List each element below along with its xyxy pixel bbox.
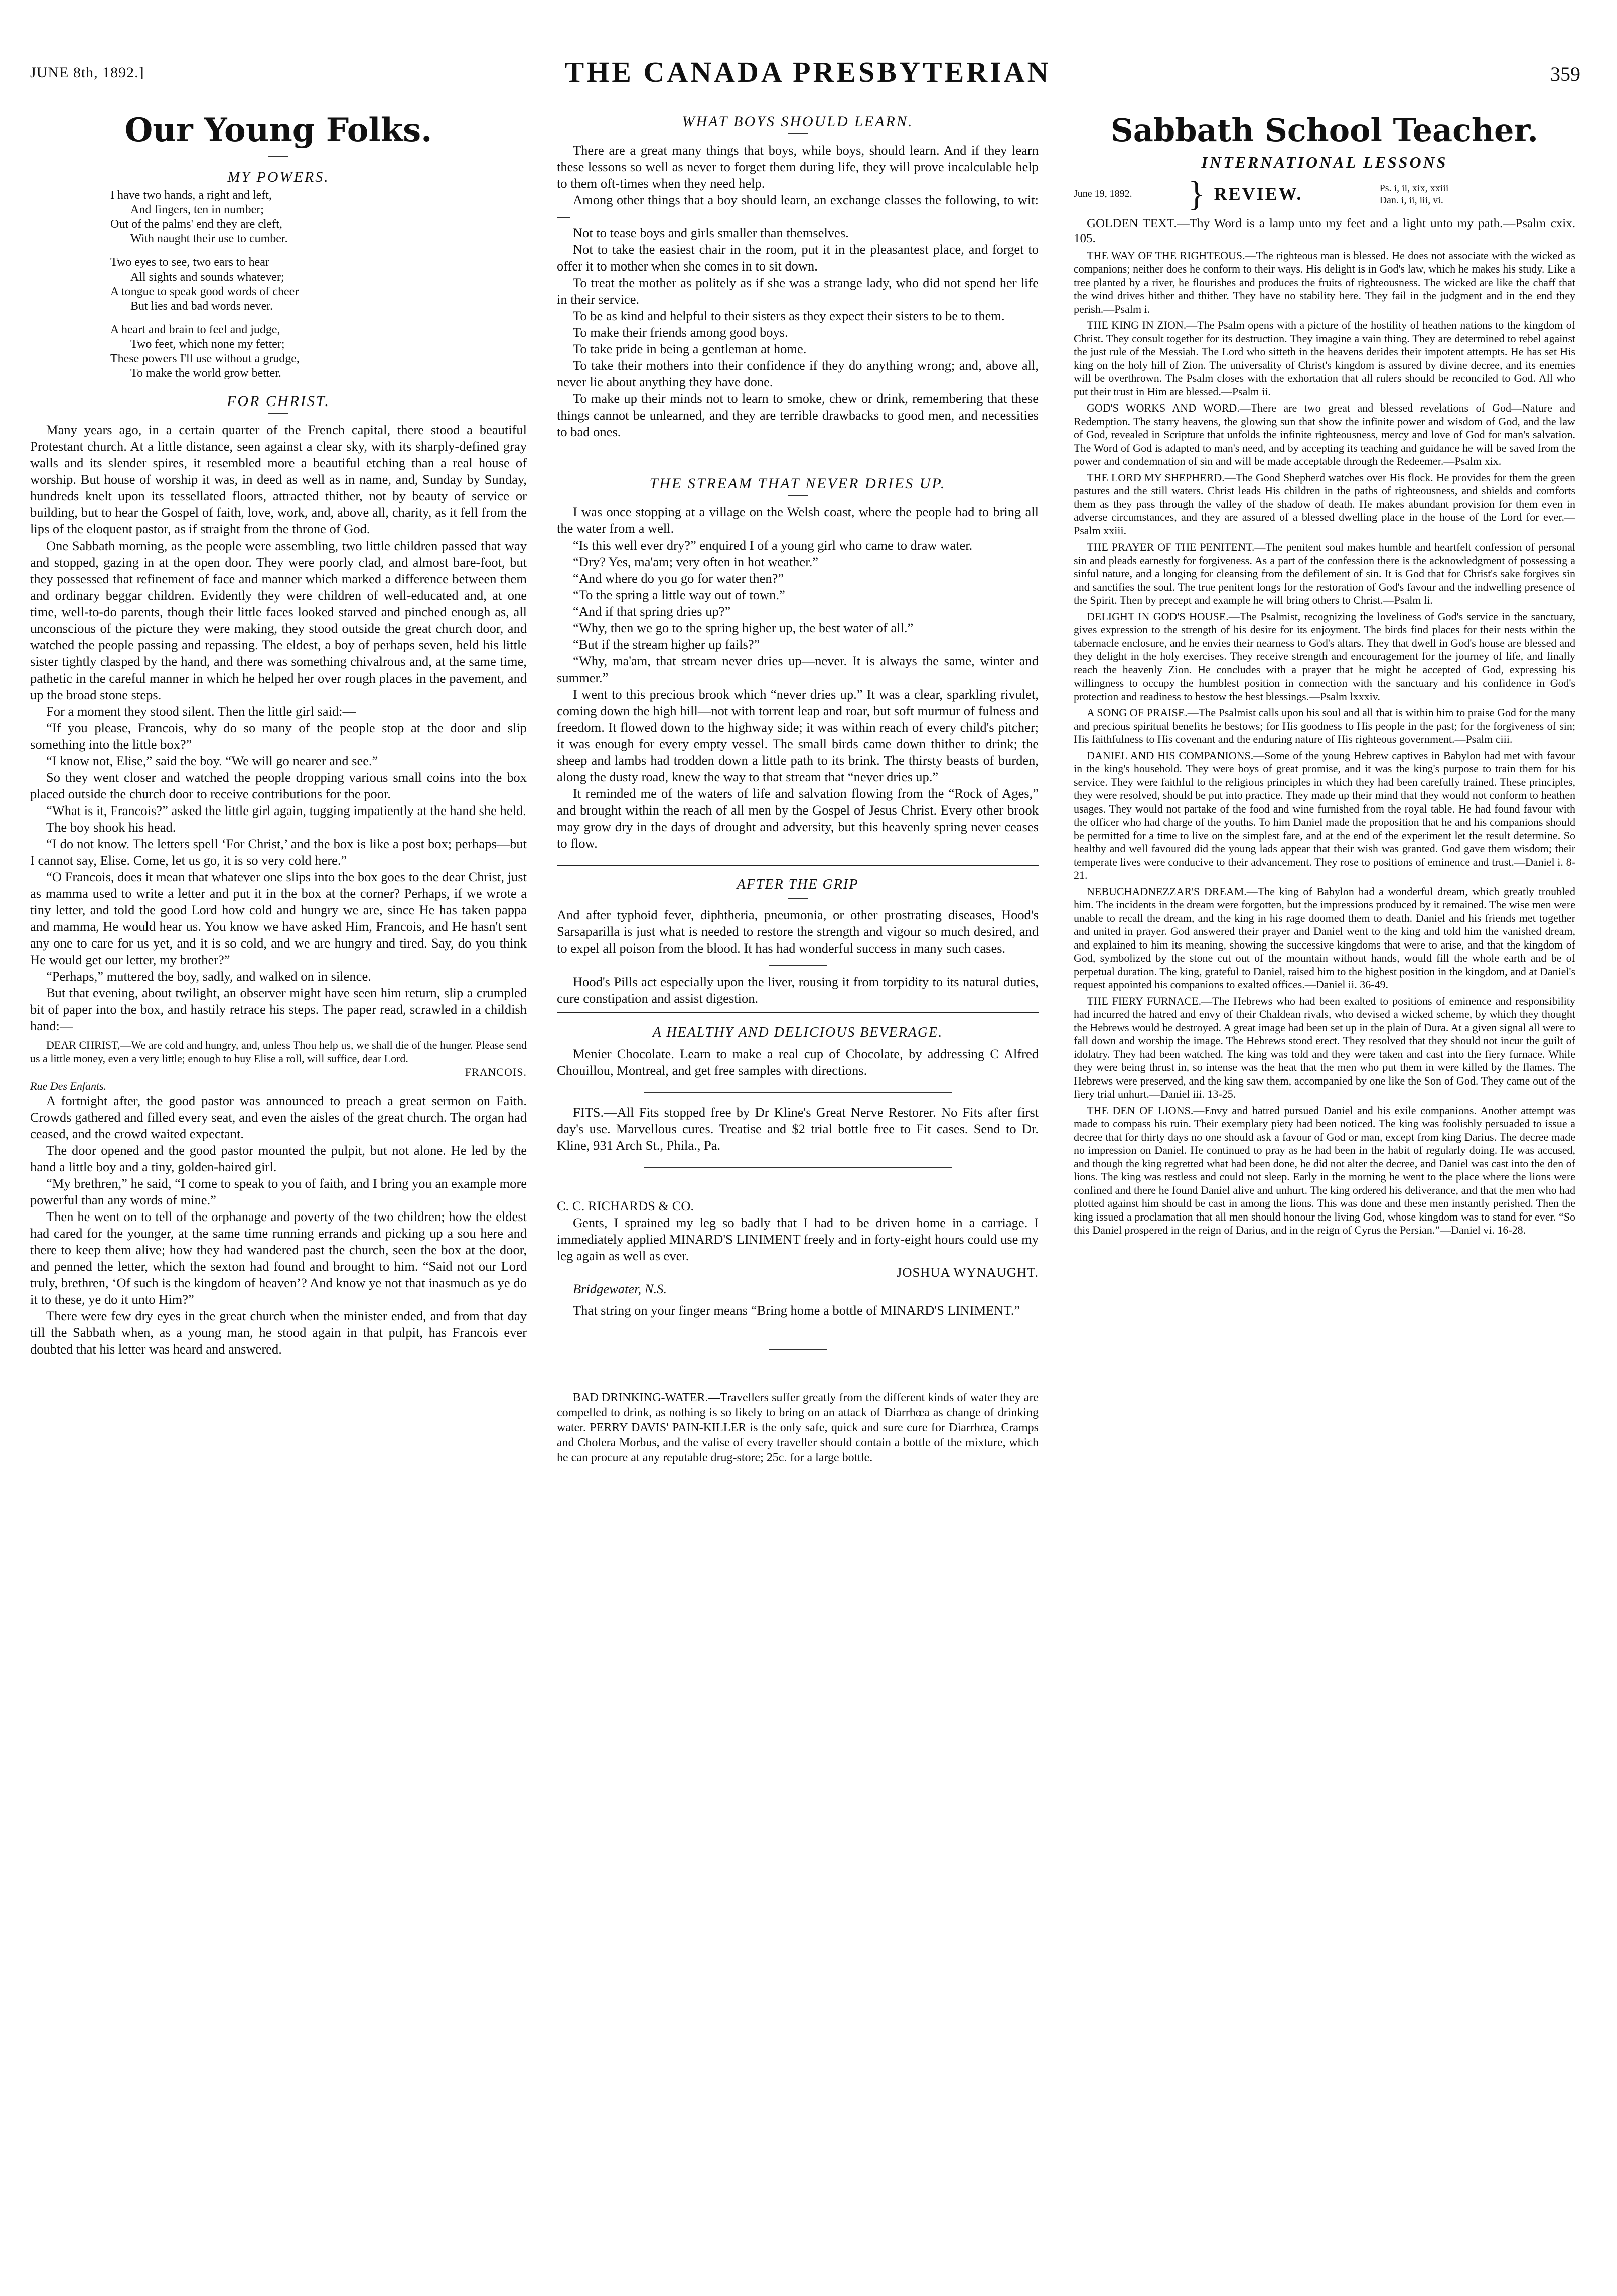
column-sabbath-school [1074, 110, 1575, 2278]
story-title: FOR CHRIST. [227, 393, 330, 410]
divider [769, 1349, 826, 1350]
section-subtitle: INTERNATIONAL LESSONS [1201, 153, 1448, 171]
divider [268, 156, 288, 157]
paragraph: “Is this well ever dry?” enquired I of a young girl who came to draw water. [573, 537, 973, 553]
divider [788, 898, 808, 899]
poem-line: All sights and sounds whatever; [130, 271, 284, 284]
advert-fits: FITS.—All Fits stopped free by Dr Kline's Great Nerve Restorer. No Fits after first day's use. Marvellous cures. Treatise and $2 trial bottle free to Fit cases. Send to Dr. Kline, 931 Arch St., Phila., Pa. [557, 1105, 1039, 1153]
newspaper-title: THE CANADA PRESBYTERIAN [564, 56, 1051, 88]
poem-line: But lies and bad words never. [130, 300, 273, 313]
advert-tagline: That string on your finger means “Bring home a bottle of MINARD'S LINIMENT.” [573, 1303, 1020, 1318]
list-item: To make their friends among good boys. [573, 325, 788, 340]
lesson-header [1074, 174, 1575, 213]
paragraph: “Why, ma'am, that stream never dries up—never. It is always the same, winter and summer.” [557, 653, 1039, 685]
golden-text: GOLDEN TEXT.—Thy Word is a lamp unto my feet and a light unto my path.—Psalm cxix. 105. [1074, 216, 1575, 245]
paragraph: There were few dry eyes in the great church when the minister ended, and from that day till the Sabbath when, as a young man, he stood again in that pulpit, has Francois ever doubted that his letter was heard and answered. [30, 1308, 527, 1357]
poem-line: With naught their use to cumber. [130, 232, 288, 245]
paragraph: “What is it, Francois?” asked the little girl again, tugging impatiently at the hand she held. [46, 803, 526, 818]
poem-line: Two eyes to see, two ears to hear [110, 256, 269, 269]
lesson-ref: Dan. i, ii, iii, vi. [1379, 194, 1443, 206]
paragraph: Many years ago, in a certain quarter of the French capital, there stood a beautiful Protestant church. At a little distance, seen against a clear sky, with its sharply-defined gray walls and its slender spires, it resembled more a beautiful etching than a real house of worship. But house of worship it was, in deed as well as in name, and, Sunday by Sunday, hundreds knelt upon its tessellated floors, attracted thither, not by beauty of service or building, but to hear the Gospel of faith, love, work, and, above all, charity, as it fell from the lips of the eloquent pastor, as if straight from the throne of God. [30, 422, 527, 536]
lesson-paragraph: THE DEN OF LIONS.—Envy and hatred pursued Daniel and his exile companions. Another attempt was made to compass his ruin. Their exemplary piety had been noticed. The king was foolishly persuaded to issue a decree that for thirty days no one should ask a favour of God or man, except from king Darius. The decree made no impression on Daniel. He continued to pray as he had been in the habit of regularly doing. He was accused, and though the king regretted what had been done, he did not alter the decree, and Daniel was cast into the den of lions. The king was restless and could not sleep. Early in the morning he went to the place where the lions were confined and there he found Daniel alive and unhurt. The king ordered his deliverance, and that the men who had plotted against him should be cast in among the lions. This was done and these men instantly perished. Then the king issued a proclamation that all men should honour the living God, whose kingdom was to stand for ever. “So this Daniel prospered in the reign of Darius, and in the reign of Cyrus the Persian.”—Daniel vi. 16-28. [1074, 1104, 1575, 1236]
list-item: To take their mothers into their confidence if they do anything wrong; and, above all, never lie about anything they have done. [557, 358, 1039, 389]
poem-line: Out of the palms' end they are cleft, [110, 218, 282, 231]
divider [268, 413, 288, 414]
paragraph: “Why, then we go to the spring higher up, the best water of all.” [573, 620, 914, 635]
paragraph: A fortnight after, the good pastor was announced to preach a great sermon on Faith. Crowds gathered and filled every seat, and even the aisles of the great church. The organ had ceased, and the crowd waited expectant. [30, 1093, 527, 1141]
list-item: Not to tease boys and girls smaller than themselves. [573, 225, 849, 240]
divider [644, 1092, 952, 1093]
poem-line: I have two hands, a right and left, [110, 189, 272, 202]
poem-line: A heart and brain to feel and judge, [110, 323, 280, 336]
lesson-paragraph: DELIGHT IN GOD'S HOUSE.—The Psalmist, recognizing the loveliness of God's service in the sanctuary, gives expression to the strength of his desire for its enjoyment. The birds find places for their nests within the tabernacle enclosure, and he envies their nearness to God's altars. They that dwell in God's house are blessed and they delight in the holy exercises. They receive strength and encouragement for the journey of life, and finally reach the heavenly Zion. He concludes with a prayer that he might be accepted of God, expressing his willingness to occupy the humblest position in connection with the sanctuary and his confidence in God's protection and readiness to bestow the best blessings.—Psalm lxxxiv. [1074, 610, 1575, 703]
lesson-paragraph: THE LORD MY SHEPHERD.—The Good Shepherd watches over His flock. He provides for them the green pastures and the still waters. Christ leads His children in the paths of righteousness, and shields and comforts them as they pass through the valley of the shadow of death. He makes abundant provision for them even in adverse circumstances, and they are assured of a blessed dwelling place in the house of the Lord for ever.—Psalm xxiii. [1074, 471, 1575, 537]
section-title: Sabbath School Teacher. [1110, 112, 1539, 149]
divider [788, 133, 808, 134]
poem-line: Two feet, which none my fetter; [130, 338, 285, 351]
stream-title: THE STREAM THAT NEVER DRIES UP. [649, 475, 946, 492]
paragraph: “To the spring a little way out of town.” [573, 587, 785, 602]
advert-text: Gents, I sprained my leg so badly that I had to be driven home in a carriage. I immediately applied MINARD'S LINIMENT freely and in forty-eight hours could use my leg again as well as ever. [557, 1215, 1039, 1263]
advert-signature: JOSHUA WYNAUGHT. [897, 1265, 1039, 1280]
advert-hoods [557, 865, 1039, 1013]
lesson-refs [1380, 182, 1449, 206]
list-item: To make up their minds not to learn to smoke, chew or drink, remembering that these things cannot be unlearned, and they are terrible drawbacks to good men, and necessities to bad ones. [557, 391, 1039, 439]
brace-glyph: } [1188, 174, 1205, 213]
lesson-paragraph: NEBUCHADNEZZAR'S DREAM.—The king of Babylon had a wonderful dream, which greatly troubled him. The incidents in the dream were forgotten, but the impressions produced by it remained. The wise men were unable to recall the dream, and the king in his rage doomed them to death. Daniel and his friends met together and united in prayer. God answered their prayer and Daniel went to the king and told him the vanished dream, and explained to him its meaning, showing the successive kingdoms that were to arise, and that the kingdom of God, symbolized by the stone cut out of the mountain without hands, would fill the whole earth and be of perpetual duration. The king, grateful to Daniel, raised him to the highest position in the kingdom, and at Daniel's request appointed his companions to exalted offices.—Daniel ii. 36-49. [1074, 885, 1575, 991]
poem-line: To make the world grow better. [130, 367, 281, 380]
boys-title: WHAT BOYS SHOULD LEARN. [682, 113, 914, 130]
paragraph: “I know not, Elise,” said the boy. “We will go nearer and see.” [46, 753, 378, 768]
column-young-folks [30, 110, 527, 2278]
column-middle [557, 110, 1039, 2278]
advert-minard [557, 1198, 1039, 1319]
advert-painkiller: BAD DRINKING-WATER.—Travellers suffer greatly from the different kinds of water they are compelled to drink, as nothing is so likely to bring on an attack of Diarrhœa as change of drinking water. PERRY DAVIS' PAIN-KILLER is the only safe, quick and sure cure for Diarrhœa, Cramps and Cholera Morbus, and the valise of every traveller should contain a bottle of the mixture, which he can procure at any reputable drug-store; 25c. for a large bottle. [557, 1391, 1039, 1464]
paragraph: So they went closer and watched the people dropping various small coins into the box placed outside the church door to receive contributions for the poor. [30, 770, 527, 801]
paragraph: “Dry? Yes, ma'am; very often in hot weather.” [573, 554, 818, 569]
list-item: Not to take the easiest chair in the room, put it in the pleasantest place, and forget to offer it to mother when she comes in to sit down. [557, 242, 1039, 274]
lesson-paragraph: THE FIERY FURNACE.—The Hebrews who had been exalted to positions of eminence and responsibility had incurred the hatred and envy of their Chaldean rivals, who devised a wicked scheme, by which they thought the Hebrews would be destroyed. A great image had been set up in the plain of Dura. At a given signal all were to fall down and worship the image. The Hebrews stood erect. They resolved that they should not incur the guilt of idolatry. They had been watched. The king was told and they were taken and cast into the fiery furnace. While they were being thrust in, so intense was the heat that the men who put them in were killed by the flames. The Hebrews were preserved, and the king saw them, accompanied by one like the Son of God. They came out of the fiery trial unhurt.—Daniel iii. 13-25. [1074, 994, 1575, 1100]
issue-date: JUNE 8th, 1892.] [30, 64, 144, 81]
paragraph: The door opened and the good pastor mounted the pulpit, but not alone. He led by the hand a little boy and a tiny, golden-haired girl. [30, 1143, 527, 1174]
divider [788, 495, 808, 496]
divider [644, 1167, 952, 1168]
paragraph: It reminded me of the waters of life and salvation flowing from the “Rock of Ages,” and brought within the reach of all men by the Gospel of Jesus Christ. Every other brook may grow dry in the days of drought and adversity, but this heavenly spring never ceases to flow. [557, 786, 1039, 851]
advert-text: And after typhoid fever, diphtheria, pneumonia, or other prostrating diseases, Hood's Sarsaparilla is just what is needed to restore the strength and vigour so much desired, and to expel all poison from the blood. It has had wonderful success in many such cases. [557, 907, 1039, 956]
poem-stanza [110, 323, 527, 381]
divider [769, 965, 826, 966]
poem-line: And fingers, ten in number; [130, 203, 264, 216]
section-title: Our Young Folks. [124, 111, 432, 149]
lesson-paragraph: DANIEL AND HIS COMPANIONS.—Some of the young Hebrew captives in Babylon had met with favour in the king's household. They were boys of great promise, and it was the king's purpose to train them for his service. They were faithful to the religious principles in which they had been carefully trained. These principles, they were resolved, should be put into practice. They made up their mind that they would not conform to heathen usages. They would not partake of the food and wine furnished from the royal table. He had found favour with the officer who had charge of the youths. To him Daniel made the proposition that he and his companions should be permitted for a time to live on the simplest fare, and at the end of the experiment let the result determine. So healthy and well favoured did the young lads appear that their wish was granted. God gave them wisdom; their temperate lives were conducive to their advancement. They rose to positions of eminence and trust.—Daniel i. 8-21. [1074, 749, 1575, 881]
story-body [30, 422, 527, 1358]
poem-stanza [110, 255, 527, 314]
list-item: To take pride in being a gentleman at home. [573, 341, 807, 356]
paragraph: There are a great many things that boys, while boys, should learn. And if they learn these lessons so well as never to forget them during life, they will prove incalculable help to them oft-times when they need help. [557, 143, 1039, 191]
lesson-paragraph: THE PRAYER OF THE PENITENT.—The penitent soul makes humble and heartfelt confession of personal sin and pleads earnestly for forgiveness. As a part of the confession there is the acknowledgment of possessing a sinful nature, and a longing for cleansing from the defilement of sin. It is God that for Christ's sake forgives sin and sanctifies the soul. The true penitent longs for the restoration of God's favour and the indwelling presence of the Spirit. Then by precept and example he will bring others to Christ.—Psalm li. [1074, 541, 1575, 606]
list-item: To be as kind and helpful to their sisters as they expect their sisters to be to them. [573, 308, 1005, 323]
advert-text: Menier Chocolate. Learn to make a real cup of Chocolate, by addressing C Alfred Chouillou, Montreal, and get free samples with directions. [557, 1046, 1039, 1078]
paragraph: “O Francois, does it mean that whatever one slips into the box goes to the dear Christ, just as mamma used to write a letter and put it in the box at the corner? Perhaps, if we wrote a tiny letter, and told the good Lord how cold and hungry we are, since He has taken pappa and mamma, He would hear us. You know we have asked Him, Francois, and He hasn't sent any one to care for us yet, and it is so cold, and we are hungry and tired. Say, do you think He would get our letter, my brother?” [30, 869, 527, 967]
poem-line: These powers I'll use without a grudge, [110, 352, 300, 365]
lesson-title: REVIEW. [1214, 184, 1303, 204]
advert-addressee: C. C. RICHARDS & CO. [557, 1198, 694, 1213]
list-item: To treat the mother as politely as if she was a strange lady, who did not spend her life in their service. [557, 275, 1039, 307]
paragraph: “And where do you go for water then?” [573, 571, 784, 586]
advert-text: Hood's Pills act especially upon the liver, rousing it from torpidity to its natural duties, cure constipation and assist digestion. [557, 974, 1039, 1006]
poem-title: MY POWERS. [227, 169, 330, 185]
letter-address: Rue Des Enfants. [30, 1079, 107, 1092]
poem [110, 188, 527, 381]
masthead [30, 55, 1585, 95]
paragraph: I went to this precious brook which “never dries up.” It was a clear, sparkling rivulet, coming down the high hill—not with torrent leap and roar, but soft murmur of fulness and freedom. It flowed down to the highway side; it was within reach of every child's pitcher; it was enough for every empty vessel. The small birds came down thither to drink; the sheep and lambs had trodden down a little path to its brink. The thirsty beasts of burden, along the dusty road, knew the way to that stream that “never dries up.” [557, 687, 1039, 784]
paragraph: “I do not know. The letters spell ‘For Christ,’ and the box is like a post box; perhaps—but I cannot say, Elise. Come, let us go, it is so very cold here.” [30, 836, 527, 868]
paragraph: Then he went on to tell of the orphanage and poverty of the two children; how the eldest had cared for the younger, at the same time running errands and picking up a sou here and there to keep them alive; how they had wandered past the church, seen the box at the door, and penned the letter, which the sexton had found and brought to him. “Said not our Lord truly, brethren, ‘Of such is the kingdom of heaven’? And know ye not that inasmuch as ye do it to these, ye do it unto Him?” [30, 1209, 527, 1307]
paragraph: The boy shook his head. [46, 820, 176, 835]
letter-text: DEAR CHRIST,—We are cold and hungry, and, unless Thou help us, we shall die of the hunger. Please send us a little money, even a very little; enough to buy Elise a roll, will suffice, dear Lord. [30, 1039, 527, 1065]
paragraph: But that evening, about twilight, an observer might have seen him return, slip a crumpled bit of paper into the box, and hastily retrace his steps. The paper read, scrawled in a childish hand:— [30, 985, 527, 1033]
paragraph: One Sabbath morning, as the people were assembling, two little children passed that way and stopped, gazing in at the open door. They were poorly clad, and almost bare-foot, but they possessed that refinement of face and manner which marked a difference between them and ordinary beggar children. Evidently they were children of well-educated and, at one time, well-to-do parents, though their little faces looked starved and pinched enough as, all unconscious of the picture they were making, they stood outside the great church door, and watched the people passing and repassing. The eldest, a boy of perhaps seven, held his little sister tightly clasped by the hand, and there was something chivalrous and, at the same time, pathetic in the careful manner in which he helped her over rough places in the pavement, and up the broad stone steps. [30, 538, 527, 702]
paragraph: For a moment they stood silent. Then the little girl said:— [46, 704, 356, 719]
advert-title: AFTER THE GRIP [737, 877, 859, 892]
lesson-sections [1074, 249, 1575, 1237]
letter-signature: FRANCOIS. [465, 1066, 527, 1078]
paragraph: “If you please, Francois, why do so many of the people stop at the door and slip something into the little box?” [30, 720, 527, 752]
advert-title: A HEALTHY AND DELICIOUS BEVERAGE. [652, 1025, 943, 1040]
lesson-date: June 19, 1892. [1074, 188, 1132, 200]
paragraph: “And if that spring dries up?” [573, 604, 731, 619]
lesson-paragraph: A SONG OF PRAISE.—The Psalmist calls upon his soul and all that is within him to praise God for the many and precious spiritual benefits he bestows; for His goodness to His people in the past; for the forgiveness of sin; His faithfulness to His covenant and the enduring nature of His righteous government.—Psalm ciii. [1074, 706, 1575, 745]
advert-place: Bridgewater, N.S. [573, 1281, 667, 1296]
lesson-ref: Ps. i, ii, xix, xxiii [1379, 182, 1449, 194]
page-number: 359 [1550, 63, 1580, 85]
lesson-paragraph: GOD'S WORKS AND WORD.—There are two great and blessed revelations of God—Nature and Redemption. The starry heavens, the glowing sun that show the infinite power and wisdom of God, and the law of God, revealed in Scripture that unfolds the infinite righteousness, mercy and love of God for man's salvation. The Word of God is adapted to man's need, and by accepting its teaching and guidance he will be saved from the power and condemnation of sin and will be made acceptable through the Redeemer.—Psalm xix. [1074, 401, 1575, 467]
lesson-paragraph: THE WAY OF THE RIGHTEOUS.—The righteous man is blessed. He does not associate with the wicked as companions; neither does he conform to their ways. His delight is in God's law, which he makes his study. Like a tree planted by a river, he flourishes and produces the fruits of righteousness. The wicked are like the chaff that the wind drives hither and thither. They have no stability here. They fail in the judgment and in the end they perish.—Psalm i. [1074, 249, 1575, 315]
lesson-paragraph: THE KING IN ZION.—The Psalm opens with a picture of the hostility of heathen nations to the kingdom of Christ. They consult together for its destruction. They imagine a vain thing. They are determined to rebel against the just rule of the Messiah. The Lord who sitteth in the heavens derides their impotent attempts. He has set His king on the holy hill of Zion. The universality of Christ's kingdom is assured by divine decree, and its enemies will be overthrown. The Psalm closes with the exhortation that all rulers should be reconciled to God. All who put their trust in Him are blessed.—Psalm ii. [1074, 319, 1575, 398]
paragraph: Among other things that a boy should learn, an exchange classes the following, to wit:— [557, 192, 1039, 224]
paragraph: “Perhaps,” muttered the boy, sadly, and walked on in silence. [46, 969, 371, 984]
paragraph: “But if the stream higher up fails?” [573, 637, 760, 652]
poem-stanza [110, 188, 527, 246]
poem-line: A tongue to speak good words of cheer [110, 285, 299, 298]
paragraph: I was once stopping at a village on the Welsh coast, where the people had to bring all the water from a well. [557, 504, 1039, 536]
paragraph: “My brethren,” he said, “I come to speak to you of faith, and I bring you an example more powerful than any words of mine.” [30, 1176, 527, 1207]
